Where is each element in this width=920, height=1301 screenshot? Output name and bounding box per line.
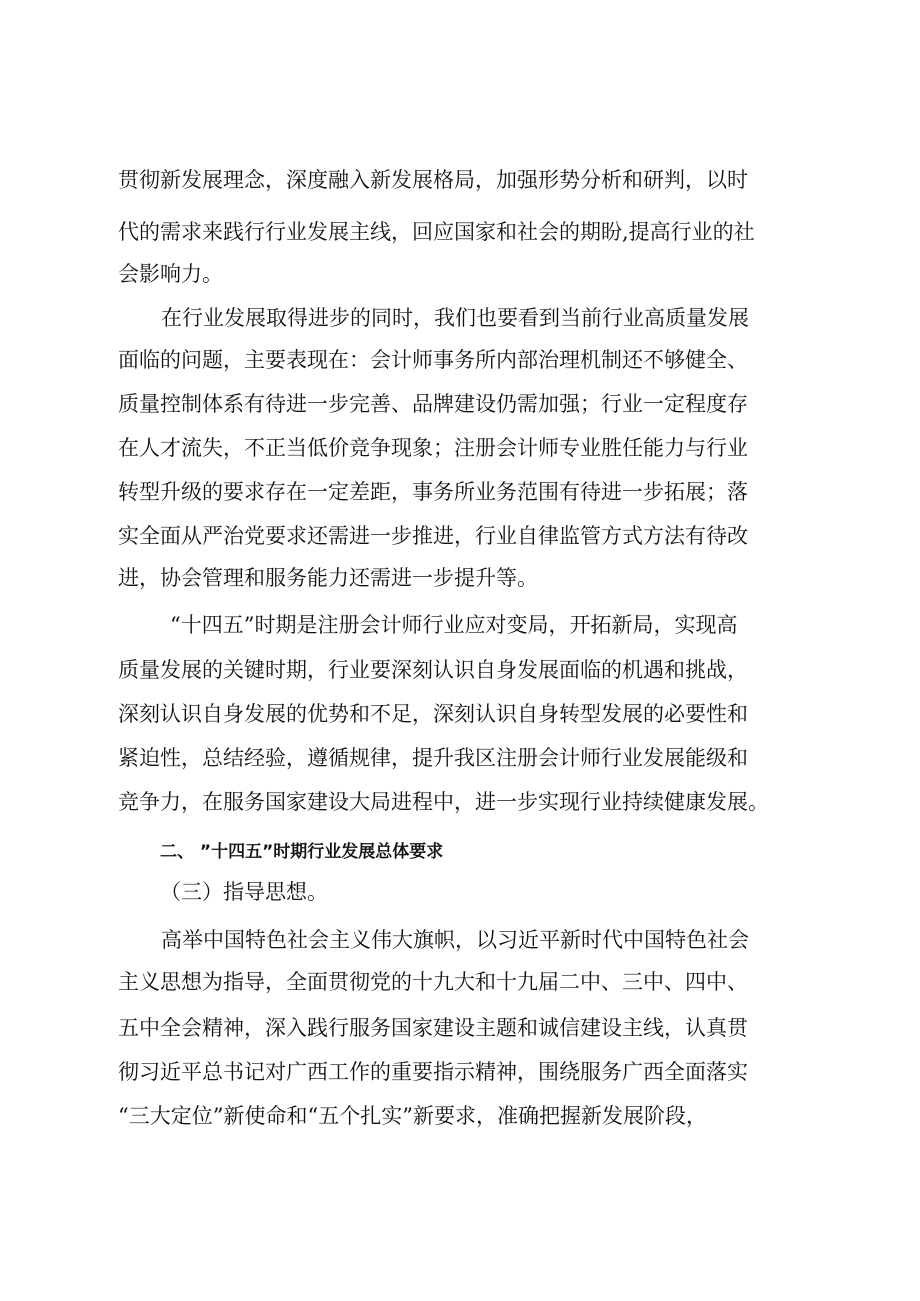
paragraph-3-line-3: 深刻认识自身发展的优势和不足，深刻认识自身转型发展的必要性和 [118, 702, 748, 726]
paragraph-1-line-2: 代的需求来践行行业发展主线，回应国家和社会的期盼,提高行业的社 [118, 220, 755, 244]
section-heading: 二、 ”十四五”时期行业发展总体要求 [160, 842, 444, 862]
paragraph-2-line-2: 面临的问题，主要表现在：会计师事务所内部治理机制还不够健全、 [118, 348, 748, 372]
paragraph-4-line-5: “三大定位”新使命和“五个扎实”新要求，准确把握新发展阶段， [118, 1104, 707, 1128]
paragraph-4-line-2: 主义思想为指导，全面贯彻党的十九大和十九届二中、三中、四中、 [118, 970, 748, 994]
paragraph-3-line-4: 紧迫性，总结经验，遵循规律，提升我区注册会计师行业发展能级和 [118, 746, 748, 770]
paragraph-3-line-1: “十四五”时期是注册会计师行业应对变局，开拓新局，实现高 [170, 613, 738, 637]
paragraph-2-line-4: 在人才流失，不正当低价竞争现象；注册会计师专业胜任能力与行业 [118, 436, 748, 460]
paragraph-4-line-1: 高举中国特色社会主义伟大旗帜，以习近平新时代中国特色社会 [161, 928, 749, 952]
paragraph-3-line-5: 竞争力，在服务国家建设大局进程中，进一步实现行业持续健康发展。 [118, 790, 769, 814]
paragraph-2-line-6: 实全面从严治党要求还需进一步推进，行业自律监管方式方法有待改 [118, 524, 748, 548]
paragraph-4-line-3: 五中全会精神，深入践行服务国家建设主题和诚信建设主线，认真贯 [118, 1016, 748, 1040]
paragraph-3-line-2: 质量发展的关键时期，行业要深刻认识自身发展面临的机遇和挑战， [118, 658, 748, 682]
paragraph-1-line-1: 贯彻新发展理念，深度融入新发展格局，加强形势分析和研判，以时 [118, 168, 748, 192]
paragraph-1-line-3: 会影响力。 [118, 262, 223, 286]
subsection-heading: （三）指导思想。 [160, 880, 328, 904]
paragraph-2-line-5: 转型升级的要求存在一定差距，事务所业务范围有待进一步拓展；落 [118, 480, 748, 504]
paragraph-4-line-4: 彻习近平总书记对广西工作的重要指示精神，围绕服务广西全面落实 [118, 1060, 748, 1084]
paragraph-2-line-1: 在行业发展取得进步的同时，我们也要看到当前行业高质量发展 [161, 306, 749, 330]
paragraph-2-line-7: 进，协会管理和服务能力还需进一步提升等。 [118, 566, 538, 590]
paragraph-2-line-3: 质量控制体系有待进一步完善、品牌建设仍需加强；行业一定程度存 [118, 392, 748, 416]
